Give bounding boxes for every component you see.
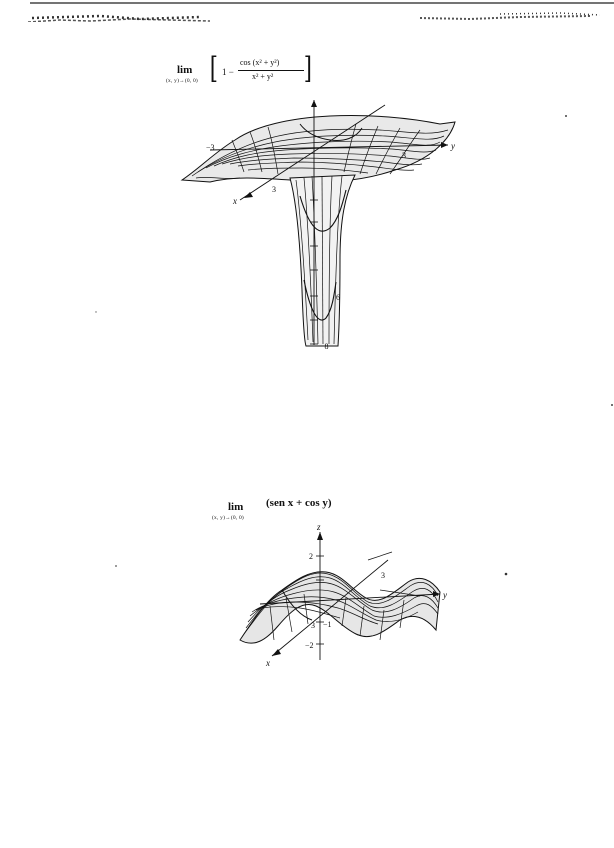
fraction-denominator: x² + y² [252,72,274,81]
limit-word: lim [177,64,193,76]
tick-2: 2 [309,552,313,561]
tick-3a: 3 [381,571,385,580]
one-minus: 1 − [222,67,234,77]
x-axis-label-2: x [266,658,270,668]
tick-6: 6 [336,293,340,302]
z-axis-label: z [317,522,321,532]
limit-expression: (sen x + cos y) [266,497,332,509]
y-axis-label: y [451,141,455,151]
tick-neg8: −8 [320,342,329,351]
x-axis-label: x [233,196,237,206]
left-bracket: [ [209,51,218,86]
fraction-numerator: cos (x² + y²) [240,58,280,67]
tick-3b: 3 [311,621,315,630]
limit-word-2: lim [228,501,244,513]
tick-neg2: −2 [305,641,314,650]
tick-neg1: −1 [323,620,332,629]
tick-neg3: −3 [206,143,215,152]
tick-3-y: 3 [402,151,406,160]
limit-subscript: (x, y)→(0, 0) [166,78,198,84]
right-bracket: ] [303,51,312,86]
limit-subscript-2: (x, y)→(0, 0) [212,515,244,521]
y-axis-label-2: y [443,590,447,600]
tick-3-x: 3 [272,185,276,194]
